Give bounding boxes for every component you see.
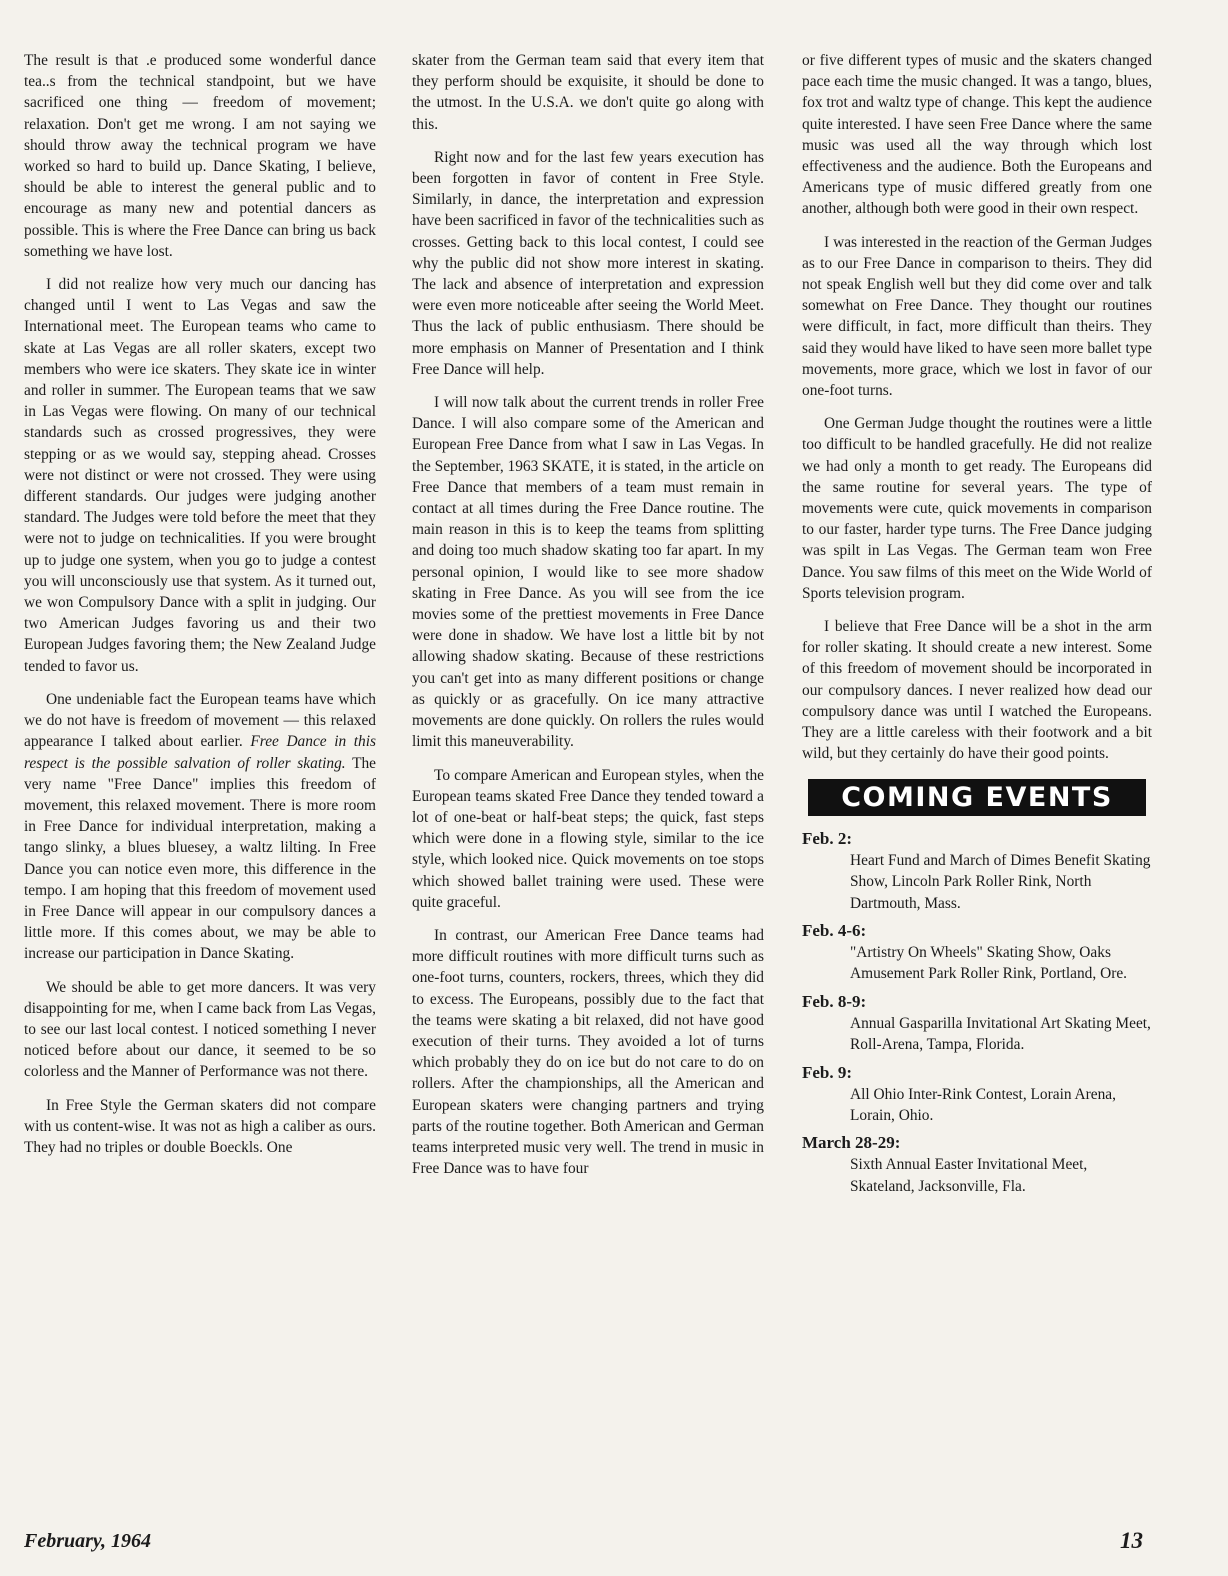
list-item xyxy=(802,828,1152,914)
event-date: Feb. 4-6: xyxy=(802,920,867,940)
list-item xyxy=(802,920,1152,985)
paragraph: In contrast, our American Free Dance teams had more difficult routines with more difficult turns such as one-foot turns, counters, rockers, threes, which they did to excess. The Europeans, possibly due to the fact that the teams were skating a bit relaxed, did not have good execution of their turns. They avoided a lot of turns which probably they do on ice but do not care to do on rollers. After the championships, all the American and European skaters were changing partners and trying parts of the routine together. Both American and German teams interpreted music very well. The trend in music in Free Dance was to have four xyxy=(412,926,764,1178)
event-description: "Artistry On Wheels" Skating Show, Oaks Amusement Park Roller Rink, Portland, Ore. xyxy=(850,943,1127,983)
paragraph: I was interested in the reaction of the German Judges as to our Free Dance in comparison to theirs. They did not speak English well but they did come over and talk somewhat on Free Dance. They thought our routines were difficult, in fact, more difficult than theirs. They said they would have liked to have seen more ballet type movements, more grace, which we lost in favor of our one-foot turns. xyxy=(802,233,1152,400)
paragraph: I will now talk about the current trends in roller Free Dance. I will also compare some of the American and European Free Dance from what I saw in Las Vegas. In the September, 1963 SKATE, it is stated, in the article on Free Dance that members of a team must remain in contact at all times during the Free Dance routine. The main reason in this is to keep the teams from splitting and doing too much shadow skating too far apart. In my personal opinion, I would like to see more shadow skating in Free Dance. As you will see from the ice movies some of the prettiest movements in Free Dance were done in shadow. We have lost a little bit by not allowing shadow skating. Because of these restrictions you can't get into as many different positions or change as quickly or as gracefully. On ice many attractive movements are done quickly. On rollers the rules would limit this maneuverability. xyxy=(412,394,765,751)
event-date: Feb. 2: xyxy=(802,828,853,848)
event-description: Sixth Annual Easter Invitational Meet, Skateland, Jacksonville, Fla. xyxy=(850,1156,1088,1195)
paragraph: or five different types of music and the skaters changed pace each time the music changed. It was a tango, blues, fox trot and waltz type of change. This kept the audience quite interested. I have seen Free Dance where the same music was used all the way through which lost effectiveness and the audience. Both the Europeans and Americans type of music differed greatly from one another, although both were good in their own respect. xyxy=(802,52,1152,218)
event-description: All Ohio Inter-Rink Contest, Lorain Arena, Lorain, Ohio. xyxy=(850,1085,1116,1124)
paragraph: I believe that Free Dance will be a shot in the arm for roller skating. It should create a new interest. Some of this freedom of movement should be incorporated in our compulsory dances. I never realized how dead our compulsory dance was until I watched the Europeans. They are a little careless with their footwork and a bit wild, but they certainly do have their good points. xyxy=(802,618,1152,763)
paragraph xyxy=(24,689,376,965)
paragraph: I did not realize how very much our dancing has changed until I went to Las Vegas and saw the International meet. The European teams who came to skate at Las Vegas are all roller skaters, except two members who were ice skaters. They skate ice in winter and roller in summer. The European teams that we saw in Las Vegas were flowing. On many of our technical standards such as crossed progressives, they were stepping or as we would say, stepping ahead. Crosses were not distinct or were not crossed. They were using different standards. Our judges were judging another standard. The Judges were told before the meet that they were not to judge on technicalities. If you were brought up to judge one system, when you go to judge a contest you will unconsciously use that system. As it turned out, we won Compulsory Dance with a split in judging. Our two American Judges favoring us and their two European Judges favoring them; the New Zealand Judge tended to favor us. xyxy=(24,276,376,675)
issue-date: February, 1964 xyxy=(24,1530,152,1552)
event-description: Annual Gasparilla Invitational Art Skating Meet, Roll-Arena, Tampa, Florida. xyxy=(850,1014,1151,1054)
article-column-3 xyxy=(802,50,1152,1203)
paragraph: One German Judge thought the routines were a little too difficult to be handled gracefully. He did not realize we had only a month to get ready. The Europeans did the same routine for several years. The type of movements were cute, quick movements in comparison to our faster, harder type turns. The Free Dance judging was spilt in Las Vegas. The German team won Free Dance. You saw films of this meet on the Wide World of Sports television program. xyxy=(802,415,1152,602)
paragraph: The result is that .e produced some wonderful dance tea..s from the technical standpoint, but we have sacrificed one thing — freedom of movement; relaxation. Don't get me wrong. I am not saying we should throw away the technical program we have worked so hard to build up. Dance Skating, I believe, should be able to interest the general public and to encourage as many new and potential dancers as possible. This is where the Free Dance can bring us back something we have lost. xyxy=(24,52,376,260)
page-number: 13 xyxy=(1120,1528,1143,1553)
paragraph: In Free Style the German skaters did not compare with us content-wise. It was not as high a caliber as ours. They had no triples or double Boeckls. One xyxy=(24,1096,376,1156)
paragraph: To compare American and European styles, when the European teams skated Free Dance they tended toward a lot of one-beat or half-beat steps; the quick, fast steps which were done in a flowing style, similar to the ice style, which looked nice. Quick movements on toe stops which showed ballet training were used. These were quite graceful. xyxy=(412,766,764,911)
article-column-1 xyxy=(24,50,376,1170)
event-date: Feb. 8-9: xyxy=(802,991,867,1011)
paragraph: Right now and for the last few years execution has been forgotten in favor of content in Free Style. Similarly, in dance, the interpretation and expression have been sacrificed in favor of the technicalities such as crosses. Getting back to this local contest, I could see why the public did not show more interest in skating. The lack and absence of interpretation and expression were even more noticeable after seeing the World Meet. Thus the lack of public enthusiasm. There should be more emphasis on Manner of Presentation and I think Free Dance will help. xyxy=(412,148,764,378)
event-date: Feb. 9: xyxy=(802,1062,853,1082)
coming-events-heading: COMING EVENTS xyxy=(808,779,1146,816)
event-date: March 28-29: xyxy=(802,1133,901,1153)
event-description: Heart Fund and March of Dimes Benefit Skating Show, Lincoln Park Roller Rink, North Dartmouth, Mass. xyxy=(850,851,1151,912)
emphasis-text: Free Dance in this respect is the possible salvation of roller skating. xyxy=(24,733,376,772)
paragraph-text: One undeniable fact the European teams have which we do not have is freedom of movement — this relaxed appearance I talked about earlier. xyxy=(24,690,376,751)
paragraph-text: The very name "Free Dance" implies this freedom of movement, this relaxed movement. There is more room in Free Dance for individual interpretation, making a tango slinky, a blues bluesey, a waltz lilting. In Free Dance you can notice even more, this difference in the tempo. I am hoping that this freedom of movement used in Free Dance will appear in our compulsory dances a little more. If this comes about, we may be able to increase our participation in Dance Skating. xyxy=(24,754,377,963)
list-item xyxy=(802,1132,1152,1197)
list-item xyxy=(802,1062,1152,1127)
paragraph: skater from the German team said that every item that they perform should be exquisite, it should be done to the utmost. In the U.S.A. we don't quite go along with this. xyxy=(412,52,764,133)
article-column-2 xyxy=(412,50,764,1191)
paragraph: We should be able to get more dancers. It was very disappointing for me, when I came back from Las Vegas, to see our last local contest. I noticed something I never noticed before about our dance, it seemed to be so colorless and the Manner of Performance was not there. xyxy=(24,978,376,1081)
events-list xyxy=(802,828,1152,1197)
list-item xyxy=(802,991,1152,1056)
